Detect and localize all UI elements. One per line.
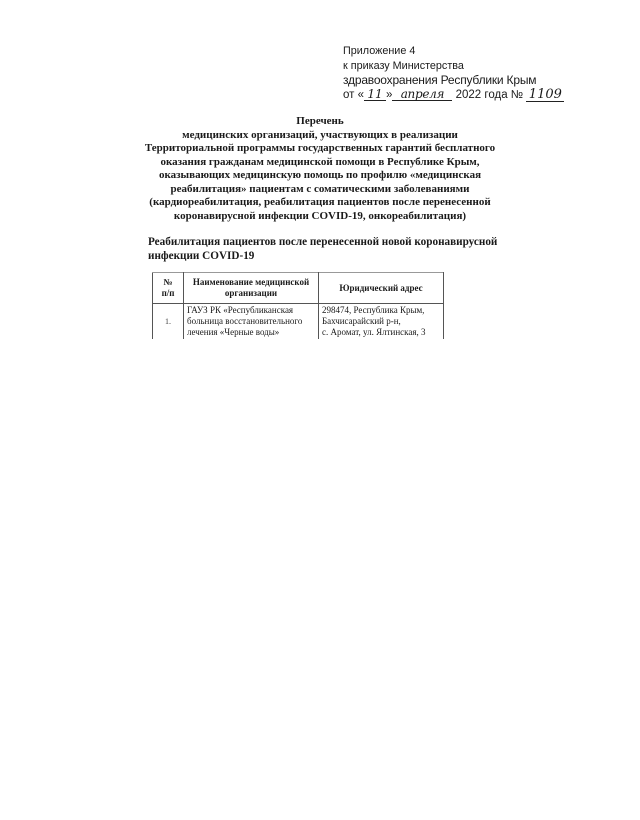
header-number-line-2: п/п bbox=[161, 288, 175, 298]
title-line-3: Территориальной программы государственных гарантий бесплатного bbox=[144, 142, 496, 154]
handwritten-order-number: 1109 bbox=[526, 89, 564, 102]
appendix-line-2: к приказу Министерства bbox=[343, 59, 464, 72]
header-organization-name bbox=[184, 273, 319, 304]
title-line-8: коронавирусной инфекции COVID-19, онкореабилитация) bbox=[173, 209, 467, 222]
section-heading bbox=[148, 236, 508, 263]
date-year-text: 2022 года № bbox=[455, 88, 524, 101]
section-line-2: инфекции COVID-19 bbox=[148, 249, 255, 262]
appendix-date-line bbox=[343, 88, 573, 103]
address-line-1: 298474, Республика Крым, bbox=[322, 305, 425, 315]
org-name-line-1: ГАУЗ РК «Республиканская bbox=[187, 305, 294, 315]
date-prefix: от « bbox=[343, 88, 365, 101]
appendix-line-3: здравоохранения Республики Крым bbox=[343, 73, 537, 87]
row-organization-name bbox=[184, 304, 319, 340]
address-line-3: с. Аромат, ул. Ялтинская, 3 bbox=[322, 327, 426, 337]
row-legal-address bbox=[319, 304, 444, 340]
header-name-line-2: организации bbox=[224, 288, 278, 298]
org-name-line-2: больница восстановительного bbox=[187, 316, 303, 326]
title-line-5: оказывающих медицинскую помощь по профилю «медицинская bbox=[158, 169, 482, 181]
header-number-line-1: № bbox=[163, 277, 173, 287]
row-number: 1. bbox=[153, 304, 184, 340]
organizations-table bbox=[152, 272, 444, 339]
handwritten-day: 11 bbox=[364, 88, 386, 101]
address-line-2: Бахчисарайский р-н, bbox=[322, 316, 401, 326]
org-name-line-3: лечения «Черные воды» bbox=[187, 327, 280, 337]
table-row bbox=[153, 304, 444, 340]
header-number bbox=[153, 273, 184, 304]
header-legal-address: Юридический адрес bbox=[319, 273, 444, 304]
section-line-1: Реабилитация пациентов после перенесенной новой коронавирусной bbox=[148, 236, 498, 248]
document-title bbox=[140, 115, 500, 223]
title-line-7: (кардиореабилитация, реабилитация пациентов после перенесенной bbox=[149, 196, 491, 208]
title-line-1: Перечень bbox=[296, 115, 344, 127]
appendix-header bbox=[343, 44, 573, 102]
header-name-line-1: Наименование медицинской bbox=[192, 277, 310, 287]
appendix-line-1: Приложение 4 bbox=[343, 45, 416, 57]
title-line-6: реабилитация» пациентам с соматическими заболеваниями bbox=[170, 182, 470, 195]
table-header-row bbox=[153, 273, 444, 304]
handwritten-month: апреля bbox=[392, 88, 452, 101]
title-line-4: оказания гражданам медицинской помощи в Республике Крым, bbox=[160, 155, 480, 168]
date-day-sep: » bbox=[386, 88, 393, 101]
title-line-2: медицинских организаций, участвующих в реализации bbox=[182, 128, 458, 141]
